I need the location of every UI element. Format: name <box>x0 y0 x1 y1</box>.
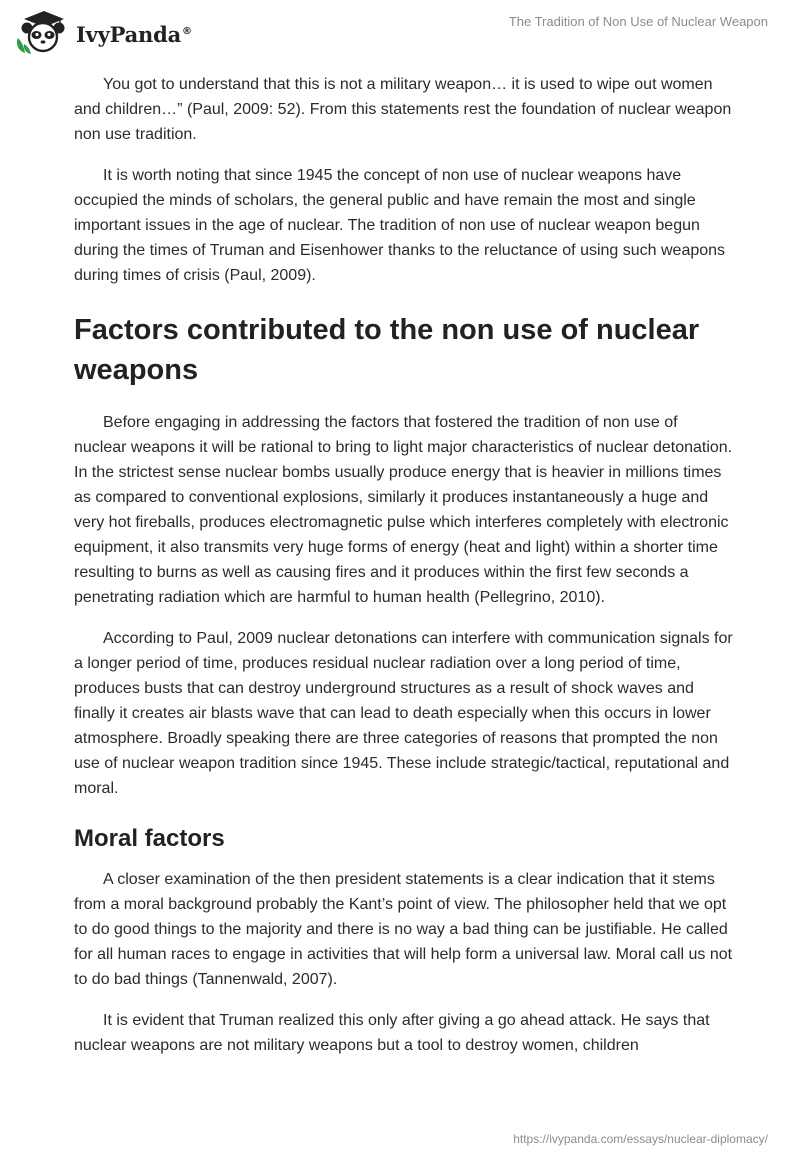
ivypanda-logo[interactable] <box>14 8 192 56</box>
paragraph: It is worth noting that since 1945 the concept of non use of nuclear weapons have occupied the minds of scholars, the general public and have remain the most and single important issues in the age of nuclear. The tradition of non use of nuclear weapon begun during the times of Truman and Eisenhower thanks to the reluctance of using such weapons during times of crisis (Paul, 2009). <box>74 167 726 284</box>
registered-mark: ® <box>182 25 192 37</box>
running-title: The Tradition of Non Use of Nuclear Weapon <box>508 14 768 29</box>
paragraph: Before engaging in addressing the factors that fostered the tradition of non use of nuclear weapons it will be rational to bring to light major characteristics of nuclear detonation. In the strictest sense nuclear bombs usually produce energy that is heavier in millions times as compared to conventional explosions, similarly it produces instantaneously a huge and very hot fireballs, produces electromagnetic pulse which interferes completely with electronic equipment, it also transmits very huge forms of energy (heat and light) within a shorter time resulting to burns as well as causing fires and it produces within the first few seconds a penetrating radiation which are harmful to human health (Pellegrino, 2010). <box>74 414 733 606</box>
logo-wordmark <box>76 22 192 47</box>
subsection-heading: Moral factors <box>74 825 225 852</box>
paragraph: A closer examination of the then president statements is a clear indication that it stems from a moral background probably the Kant’s point of view. The philosopher held that we opt to do good things to the majority and there is no way a bad thing can be justifiable. He called for all human races to engage in activities that will help form a universal law. Moral call us not to do bad things (Tannenwald, 2007). <box>74 871 733 988</box>
section-heading: Factors contributed to the non use of nuclear weapons <box>74 314 700 386</box>
essay-content <box>74 72 734 1074</box>
panda-graduate-icon <box>14 8 72 56</box>
logo-text: IvyPanda <box>76 21 182 47</box>
paragraph: According to Paul, 2009 nuclear detonations can interfere with communication signals for a longer period of time, produces residual nuclear radiation over a long period of time, produces busts that can destroy underground structures as a result of shock waves and finally it creates air blasts wave that can lead to death especially when this occurs in lower atmosphere. Broadly speaking there are three categories of reasons that prompted the non use of nuclear weapon tradition since 1945. These include strategic/tactical, reputational and moral. <box>74 630 733 797</box>
page-header <box>0 0 800 60</box>
paragraph: You got to understand that this is not a military weapon… it is used to wipe out women and children…” (Paul, 2009: 52). From this statements rest the foundation of nuclear weapon non use tradition. <box>74 76 732 143</box>
source-url[interactable]: https://ivypanda.com/essays/nuclear-diplomacy/ <box>513 1132 768 1146</box>
paragraph: It is evident that Truman realized this only after giving a go ahead attack. He says that nuclear weapons are not military weapons but a tool to destroy women, children <box>74 1012 710 1054</box>
